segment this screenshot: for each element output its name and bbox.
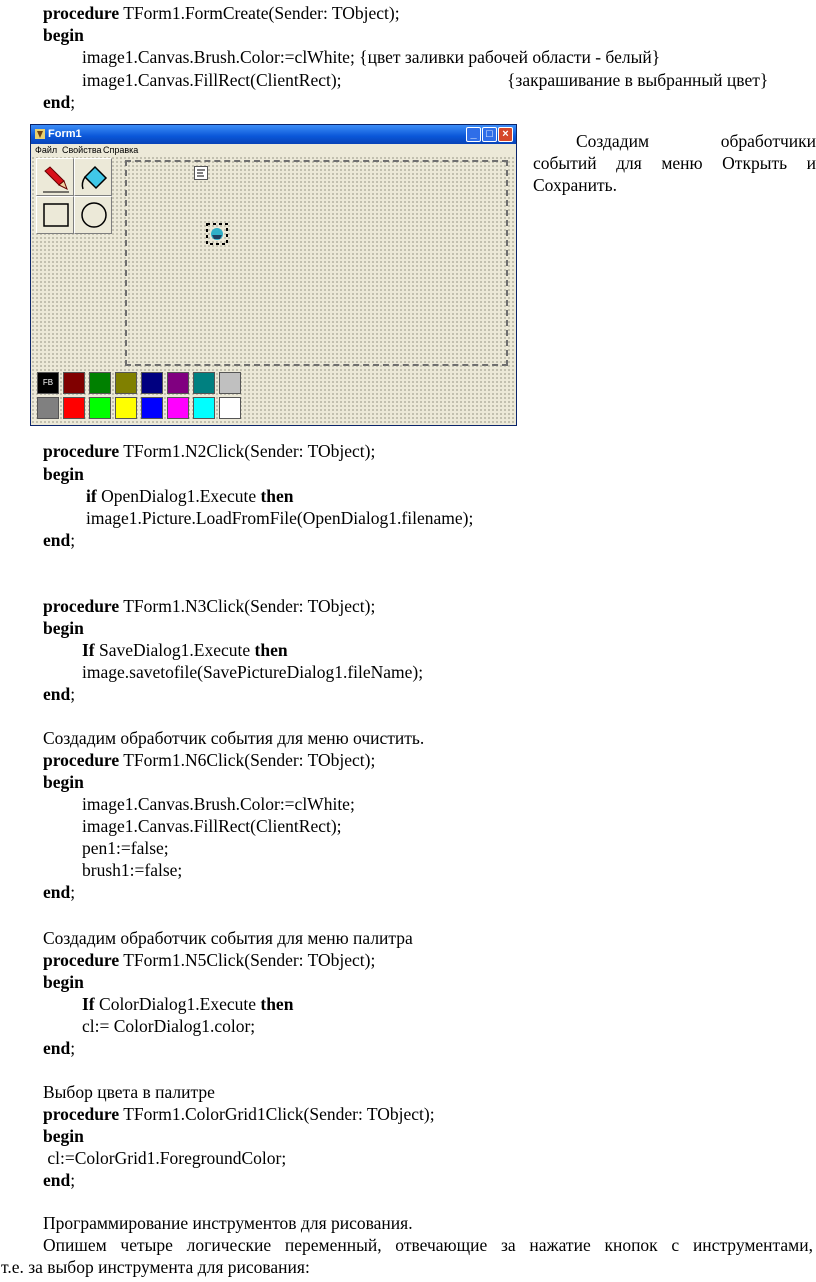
maximize-button[interactable]: □ [482, 127, 497, 142]
code-line [43, 1104, 435, 1124]
paragraph: Опишем четыре логические переменный, отвечающие за нажатие кнопок с инструментами, [43, 1235, 813, 1255]
ellipse-tool-button[interactable] [74, 196, 112, 234]
keyword: procedure [43, 950, 120, 970]
keyword: end [43, 684, 71, 704]
keyword: end [43, 92, 71, 112]
code-line: brush1:=false; [82, 860, 183, 880]
image-canvas[interactable] [125, 160, 508, 366]
palette-swatch[interactable] [167, 397, 189, 419]
code-line [43, 750, 375, 770]
keyword: end [43, 882, 71, 902]
palette-swatch[interactable] [219, 372, 241, 394]
code-text: TForm1.ColorGrid1Click(Sender: TObject); [119, 1104, 435, 1124]
code-text: ColorDialog1.Execute [94, 994, 261, 1014]
menu-file[interactable]: Файл [35, 145, 58, 155]
code-line [43, 882, 75, 902]
side-paragraph [533, 130, 816, 196]
code-text: ; [70, 684, 76, 704]
palette-swatch[interactable] [63, 372, 85, 394]
section-intro: Создадим обработчик события для меню очистить. [43, 728, 425, 748]
keyword: end [43, 530, 71, 550]
code-text: ; [70, 882, 76, 902]
delphi-app-icon [34, 128, 46, 140]
palette-swatch[interactable] [193, 372, 215, 394]
code-text: SaveDialog1.Execute [94, 640, 255, 660]
section-intro: Создадим обработчик события для меню палитра [43, 928, 413, 948]
keyword: then [260, 486, 294, 506]
dialog-component-icon [205, 222, 229, 246]
palette-swatch[interactable] [89, 397, 111, 419]
paragraph: т.е. за выбор инструмента для рисования: [1, 1257, 310, 1277]
paragraph: Программирование инструментов для рисования. [43, 1213, 413, 1233]
palette-swatch[interactable] [219, 397, 241, 419]
palette-swatch[interactable] [63, 397, 85, 419]
fill-bucket-icon [75, 159, 113, 197]
code-comment: {закрашивание в выбранный цвет} [507, 70, 769, 90]
fill-tool-button[interactable] [74, 158, 112, 196]
main-menu-component-icon [194, 166, 208, 180]
code-text: TForm1.N3Click(Sender: TObject); [119, 596, 376, 616]
keyword-line: begin [43, 1126, 84, 1146]
code-line [43, 530, 75, 550]
palette-swatch[interactable] [115, 372, 137, 394]
keyword: procedure [43, 596, 120, 616]
code-text: ; [70, 92, 76, 112]
palette-swatch[interactable] [89, 372, 111, 394]
title-bar [31, 125, 516, 144]
code-text: OpenDialog1.Execute [96, 486, 261, 506]
code-text: TForm1.N5Click(Sender: TObject); [119, 950, 376, 970]
code-line: pen1:=false; [82, 838, 169, 858]
ellipse-icon [75, 197, 113, 235]
form-window-screenshot [30, 124, 517, 426]
keyword: procedure [43, 750, 120, 770]
keyword: if [86, 486, 97, 506]
code-line [43, 92, 75, 112]
section-intro: Выбор цвета в палитре [43, 1082, 215, 1102]
para-line: событий для меню Открыть и [533, 153, 816, 173]
close-button[interactable]: × [498, 127, 513, 142]
code-line: image.savetofile(SavePictureDialog1.fileName); [82, 662, 424, 682]
keyword-line: begin [43, 464, 84, 484]
code-line: cl:=ColorGrid1.ForegroundColor; [43, 1148, 287, 1168]
code-line [86, 486, 294, 506]
keyword-line: begin [43, 972, 84, 992]
keyword: procedure [43, 1104, 120, 1124]
keyword: procedure [43, 441, 120, 461]
code-line: image1.Picture.LoadFromFile(OpenDialog1.filename); [86, 508, 474, 528]
pen-icon [37, 159, 75, 197]
para-line: Сохранить. [533, 175, 617, 195]
code-text: TForm1.FormCreate(Sender: TObject); [119, 3, 400, 23]
code-line [43, 1038, 75, 1058]
palette-swatch[interactable] [141, 372, 163, 394]
para-word: Создадим [576, 131, 650, 151]
rectangle-icon [37, 197, 75, 235]
palette-swatch[interactable] [37, 397, 59, 419]
code-line: image1.Canvas.Brush.Color:=clWhite; [82, 794, 355, 814]
code-line: image1.Canvas.FillRect(ClientRect); [82, 816, 342, 836]
keyword: If [82, 994, 95, 1014]
palette-swatch[interactable] [141, 397, 163, 419]
palette-swatch[interactable] [115, 397, 137, 419]
keyword-line: begin [43, 772, 84, 792]
keyword: then [254, 640, 288, 660]
minimize-button[interactable]: _ [466, 127, 481, 142]
keyword: end [43, 1038, 71, 1058]
code-text: ; [70, 1170, 76, 1190]
code-line: cl:= ColorDialog1.color; [82, 1016, 256, 1036]
code-line: image1.Canvas.FillRect(ClientRect); [82, 70, 342, 90]
keyword: then [260, 994, 294, 1014]
code-text: TForm1.N6Click(Sender: TObject); [119, 750, 376, 770]
code-line [43, 1170, 75, 1190]
menu-bar [31, 144, 516, 156]
rectangle-tool-button[interactable] [36, 196, 74, 234]
menu-help[interactable]: Справка [103, 145, 139, 155]
menu-properties[interactable]: Свойства [62, 145, 102, 155]
keyword: If [82, 640, 95, 660]
code-line [82, 640, 288, 660]
palette-swatch[interactable] [167, 372, 189, 394]
pen-tool-button[interactable] [36, 158, 74, 196]
window-title: Form1 [48, 128, 82, 140]
keyword-line: begin [43, 25, 84, 45]
palette-swatch[interactable] [193, 397, 215, 419]
code-line [43, 3, 400, 23]
form-client-area [31, 156, 516, 425]
keyword: end [43, 1170, 71, 1190]
code-line [43, 441, 375, 461]
para-line [533, 130, 816, 152]
keyword: procedure [43, 3, 120, 23]
code-text: ; [70, 1038, 76, 1058]
code-line [43, 950, 375, 970]
keyword-line: begin [43, 618, 84, 638]
code-line [43, 684, 75, 704]
code-line [82, 994, 293, 1014]
code-line [43, 596, 375, 616]
code-text: ; [70, 530, 76, 550]
code-text: TForm1.N2Click(Sender: TObject); [119, 441, 376, 461]
para-word: обработчики [720, 131, 816, 151]
palette-swatch-selected[interactable]: FB [37, 372, 59, 394]
code-line: image1.Canvas.Brush.Color:=clWhite; {цвет заливки рабочей области - белый} [82, 47, 661, 67]
